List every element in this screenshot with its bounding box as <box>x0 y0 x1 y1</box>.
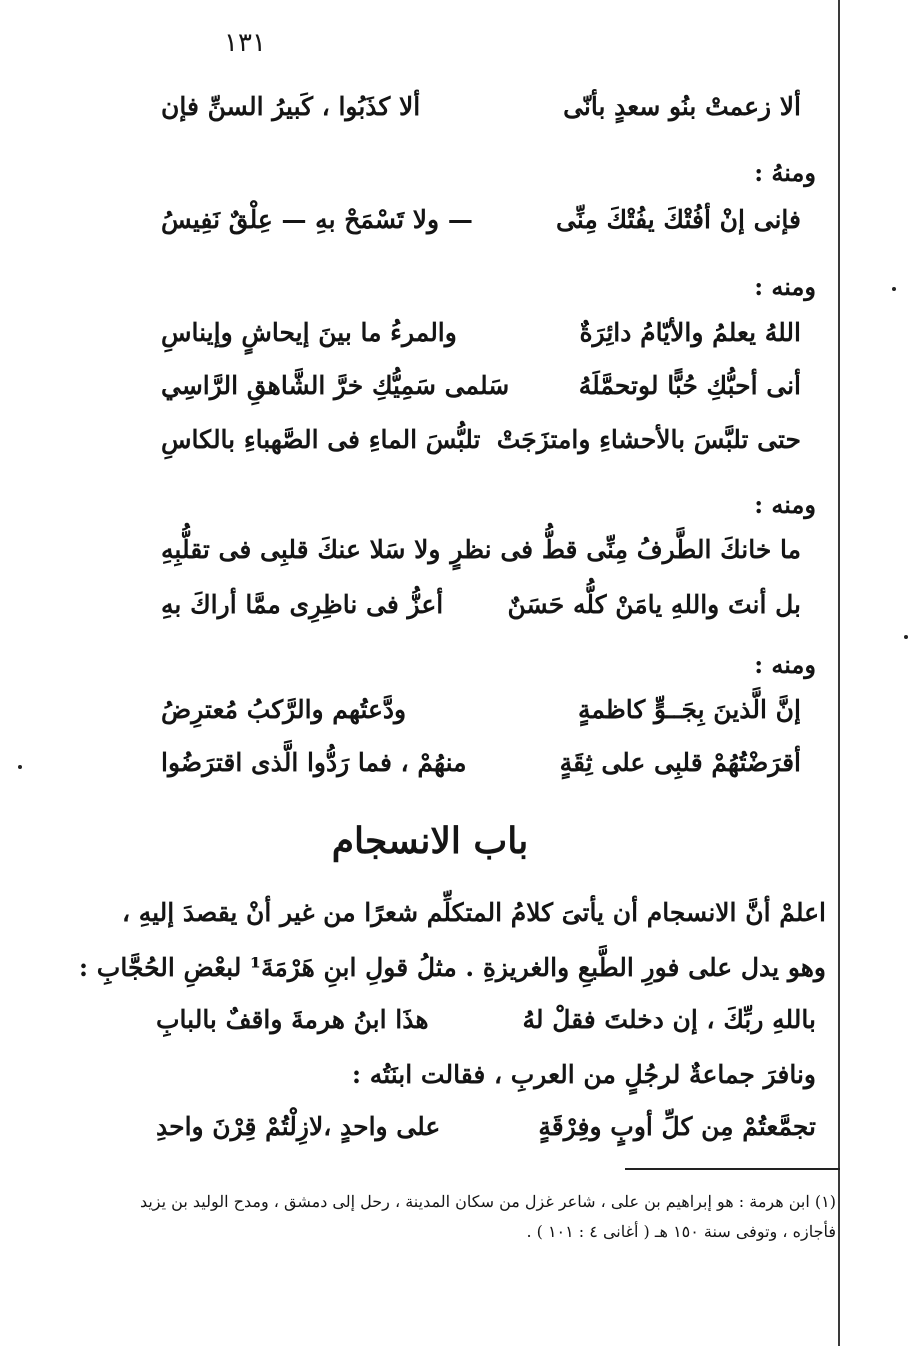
section-label: ومنه : <box>754 490 816 519</box>
footnote-divider <box>625 1168 840 1170</box>
verse-first-hemistich: أقرَضْتُهُمْ قلبِى على ثِقَةٍ <box>559 748 801 777</box>
verse-first-hemistich: أنى أحبُّكِ حُبًّا لوتحمَّلَهُ <box>578 371 801 400</box>
chapter-title: باب الانسجام <box>331 820 529 862</box>
verse-line <box>156 1112 816 1152</box>
verse-first-hemistich: اللهُ يعلمُ والأيّامُ دائِرَةٌ <box>579 318 801 347</box>
verse-first-hemistich: ما خانكَ الطَّرفُ مِنِّى قطُّ فى نظرٍ <box>450 535 801 564</box>
footnote-line: (١) ابن هرمة : هو إبراهيم بن على ، شاعر غزل من سكان المدينة ، رحل إلى دمشق ، ومدح الوليد بن يزيد <box>139 1192 836 1211</box>
verse-second-hemistich: منهُمْ ، فما رَدُّوا الَّذى اقترَضُوا <box>161 748 467 777</box>
verse-first-hemistich: حتى تلبَّسَ بالأحشاءِ وامتزَجَتْ <box>496 425 801 454</box>
verse-second-hemistich: ألا كذَبُوا ، كَبيرُ السنِّ فإن <box>161 92 421 121</box>
verse-line <box>161 695 801 735</box>
verse-second-hemistich: سَلمى سَمِيُّكِ خرَّ الشَّاهقِ الرَّاسِي <box>161 371 510 400</box>
footnote-line: فأجازه ، وتوفى سنة ١٥٠ هـ ( أغانى ٤ : ١٠١ ) . <box>526 1222 836 1241</box>
verse-first-hemistich: إنَّ الَّذينَ بِجَــوٍّ كاظمةٍ <box>577 695 801 724</box>
verse-line <box>161 535 801 575</box>
verse-second-hemistich: ولا سَلا عنكَ قلبِى فى تقلُّبِهِ <box>161 535 441 564</box>
page-edge-line <box>838 0 840 1346</box>
verse-line <box>161 425 801 465</box>
verse-second-hemistich: — ولا تَسْمَحْ بهِ — عِلْقٌ نَفِيسُ <box>161 205 473 234</box>
page-number: ١٣١ <box>224 28 266 58</box>
verse-first-hemistich: فإنى إنْ أفُتْكَ يفُتْكَ مِنِّى <box>556 205 801 234</box>
prose-line: اعلمْ أنَّ الانسجام أن يأتىَ كلامُ المتكلِّم شعرًا من غير أنْ يقصدَ إليهِ ، <box>121 898 826 927</box>
verse-line <box>161 590 801 630</box>
verse-second-hemistich: أعزُّ فى ناظِرِى ممَّا أراكَ بهِ <box>161 590 444 619</box>
verse-first-hemistich: تجمَّعتُمْ مِن كلِّ أوبٍ وفِرْقَةٍ <box>538 1112 816 1141</box>
section-label: ومنهُ : <box>754 158 816 187</box>
verse-line <box>156 1005 816 1045</box>
margin-speck <box>892 287 896 291</box>
verse-line <box>161 371 801 411</box>
prose-line: وهو يدل على فورِ الطَّبعِ والغريزةِ . مثلُ قولِ ابنِ هَرْمَةَ¹ لبعْضِ الحُجَّابِ : <box>78 953 826 982</box>
verse-second-hemistich: هذَا ابنُ هرمةَ واقفٌ بالبابِ <box>156 1005 429 1034</box>
verse-first-hemistich: باللهِ ربِّكَ ، إن دخلتَ فقلْ لهُ <box>522 1005 816 1034</box>
margin-speck <box>904 635 908 639</box>
section-label: ومنه : <box>754 650 816 679</box>
verse-line <box>161 92 801 132</box>
verse-line <box>161 205 801 245</box>
verse-line <box>161 748 801 788</box>
verse-second-hemistich: ودَّعتُهم والرَّكبُ مُعترِضُ <box>161 695 407 724</box>
verse-second-hemistich: والمرءُ ما بينَ إيحاشٍ وإيناسِ <box>161 318 457 347</box>
verse-first-hemistich: بل أنتَ واللهِ يامَنْ كلُّه حَسَنٌ <box>507 590 801 619</box>
prose-line: ونافرَ جماعةٌ لرجُلٍ من العربِ ، فقالت ابنَتُه : <box>351 1060 816 1089</box>
verse-second-hemistich: تلبُّسَ الماءِ فى الصَّهباءِ بالكاسِ <box>161 425 481 454</box>
verse-line <box>161 318 801 358</box>
section-label: ومنه : <box>754 272 816 301</box>
verse-first-hemistich: ألا زعمتْ بنُو سعدٍ بأنّى <box>563 92 801 121</box>
margin-speck <box>18 765 22 769</box>
verse-second-hemistich: على واحدٍ ،لازِلْتُمْ قِرْنَ واحدِ <box>156 1112 441 1141</box>
